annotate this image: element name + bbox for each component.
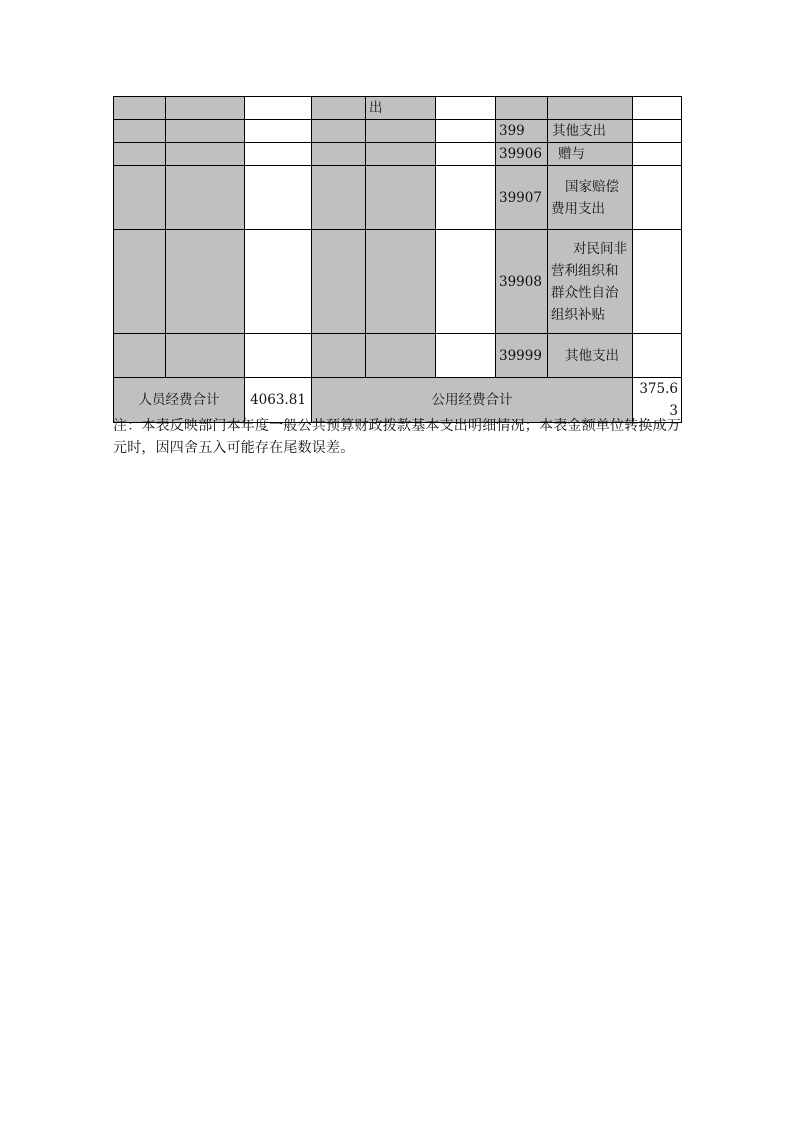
table-cell [245, 334, 312, 378]
table-cell [245, 97, 312, 120]
table-cell [245, 230, 312, 334]
table-row [114, 143, 682, 166]
table-cell [114, 143, 166, 166]
table-cell [436, 230, 496, 334]
table-cell-name: 其他支出 [548, 334, 633, 378]
table-cell-name: 国家赔偿费用支出 [548, 166, 633, 230]
table-cell-name: 出 [366, 97, 436, 120]
table-row [114, 230, 682, 334]
table-cell [633, 120, 682, 143]
table-cell [366, 120, 436, 143]
table-cell [245, 120, 312, 143]
table-cell [312, 120, 366, 143]
table-cell [114, 230, 166, 334]
table-cell [436, 97, 496, 120]
table-cell [166, 97, 245, 120]
table-cell-name: 对民间非营利组织和群众性自治组织补贴 [548, 230, 633, 334]
table-cell [114, 334, 166, 378]
table-cell-name: 赠与 [548, 143, 633, 166]
table-cell-code: 39907 [496, 166, 548, 230]
table-cell [366, 334, 436, 378]
table-cell [114, 120, 166, 143]
table-cell-name: 其他支出 [548, 120, 633, 143]
table-cell [312, 166, 366, 230]
table-cell [114, 97, 166, 120]
table-cell [633, 230, 682, 334]
table-cell [633, 97, 682, 120]
public-total-label: 公用经费合计 [312, 378, 633, 423]
table-cell [245, 166, 312, 230]
table-cell [312, 97, 366, 120]
table-cell-code: 39906 [496, 143, 548, 166]
table-row [114, 334, 682, 378]
table-row [114, 97, 682, 120]
table-cell [166, 166, 245, 230]
table-cell-code: 39999 [496, 334, 548, 378]
table-cell [114, 166, 166, 230]
public-total-value: 375.63 [633, 378, 682, 423]
personnel-total-value: 4063.81 [245, 378, 312, 423]
table-cell [166, 143, 245, 166]
table-cell [312, 230, 366, 334]
table-cell [166, 230, 245, 334]
table-row [114, 120, 682, 143]
table-cell [633, 334, 682, 378]
table-cell [436, 334, 496, 378]
table-footnote: 注：本表反映部门本年度一般公共预算财政拨款基本支出明细情况；本表金额单位转换成万元时，因四舍五入可能存在尾数误差。 [113, 418, 681, 456]
table-cell [633, 166, 682, 230]
table-cell-name [548, 97, 633, 120]
table-cell [312, 334, 366, 378]
table-cell [633, 143, 682, 166]
table-cell [366, 143, 436, 166]
table-cell-code: 39908 [496, 230, 548, 334]
table-cell [436, 120, 496, 143]
personnel-total-label: 人员经费合计 [114, 378, 245, 423]
table-cell [166, 334, 245, 378]
table-row [114, 166, 682, 230]
table-cell [366, 230, 436, 334]
table-cell-code: 399 [496, 120, 548, 143]
table-cell [436, 166, 496, 230]
table-cell [245, 143, 312, 166]
table-cell-code [496, 97, 548, 120]
table-cell [436, 143, 496, 166]
table-cell [166, 120, 245, 143]
table-cell [366, 166, 436, 230]
table-cell [312, 143, 366, 166]
expenditure-detail-table [113, 96, 682, 423]
